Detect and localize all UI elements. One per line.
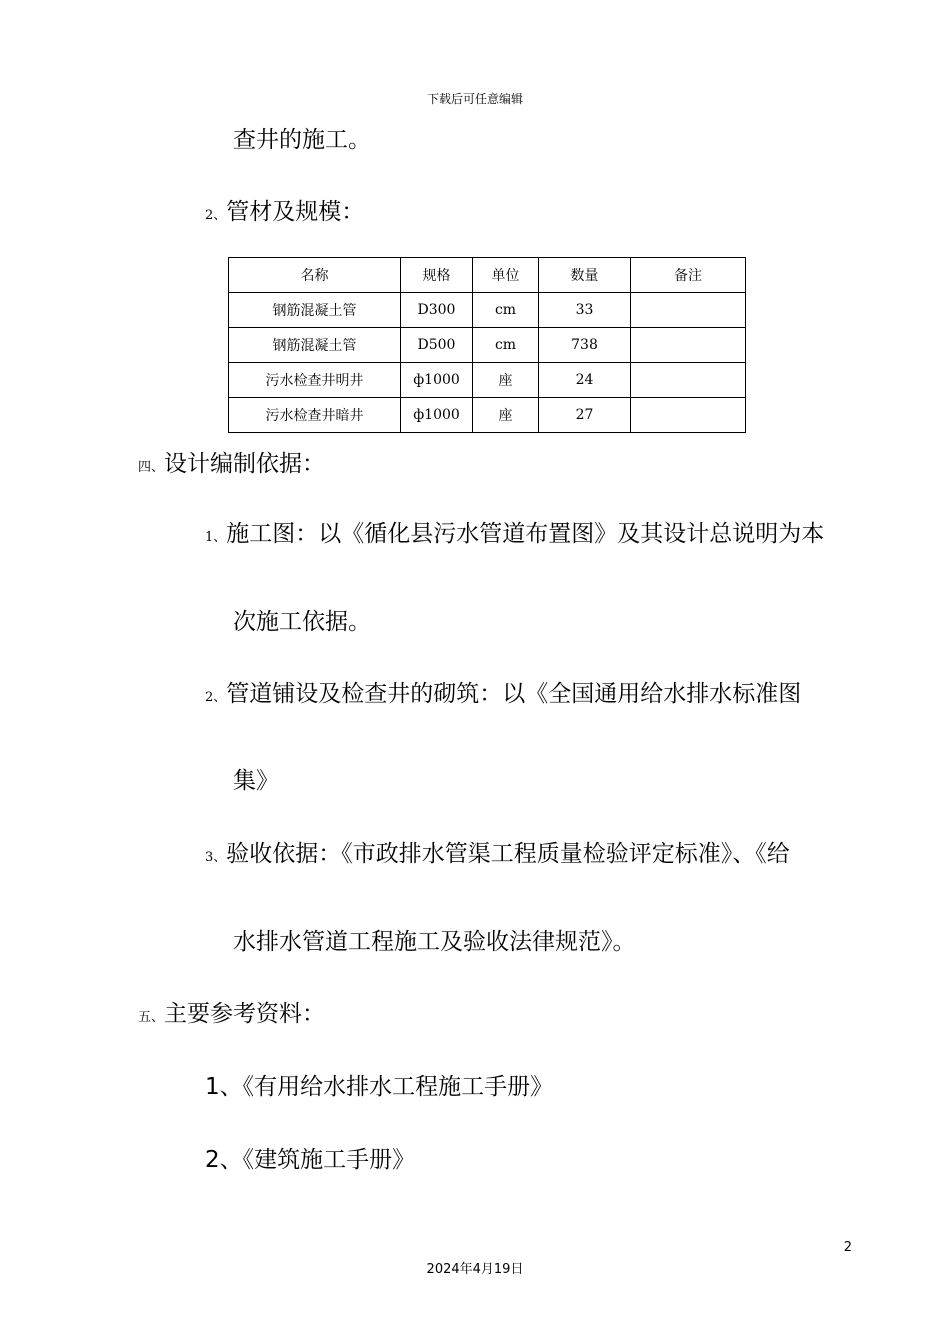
table-cell: cm <box>473 293 539 328</box>
basis-item-3 <box>205 840 790 868</box>
table-cell: 钢筋混凝土管 <box>229 293 401 328</box>
item-number: 1、 <box>205 530 227 545</box>
table-cell: 座 <box>473 398 539 433</box>
header-cell: 规格 <box>401 258 473 293</box>
table-cell: ф1000 <box>401 398 473 433</box>
table-row <box>229 293 746 328</box>
continued-line: 查井的施工。 <box>233 127 371 153</box>
section-title: 主要参考资料： <box>164 1001 326 1027</box>
table-cell: D500 <box>401 328 473 363</box>
materials-table <box>228 257 746 433</box>
table-cell: 污水检查井明井 <box>229 363 401 398</box>
table-row <box>229 398 746 433</box>
section-design-basis <box>138 450 325 478</box>
table-row <box>229 328 746 363</box>
basis-item-3-continued: 水排水管道工程施工及验收法律规范》。 <box>233 929 636 955</box>
basis-item-1 <box>205 520 824 548</box>
table-cell: 24 <box>539 363 631 398</box>
reference-item-2: 2、《建筑施工手册》 <box>205 1147 416 1173</box>
table-cell: 座 <box>473 363 539 398</box>
section-number: 四、 <box>138 460 165 475</box>
basis-item-2-continued: 集》 <box>233 768 279 794</box>
table-cell: 33 <box>539 293 631 328</box>
table-header-row <box>229 258 746 293</box>
table-cell: 污水检查井暗井 <box>229 398 401 433</box>
header-cell: 数量 <box>539 258 631 293</box>
item-number: 3、 <box>205 850 227 865</box>
table-cell: 27 <box>539 398 631 433</box>
item-text: 管材及规模： <box>226 199 365 225</box>
section-title: 设计编制依据： <box>164 451 326 477</box>
page-header: 下载后可任意编辑 <box>426 92 523 106</box>
item-text: 验收依据：《市政排水管渠工程质量检验评定标准》、《给 <box>226 841 790 867</box>
table-cell <box>631 363 746 398</box>
item-text: 施工图：以《循化县污水管道布置图》及其设计总说明为本 <box>226 521 825 547</box>
basis-item-1-continued: 次施工依据。 <box>233 609 371 635</box>
header-cell: 单位 <box>473 258 539 293</box>
header-cell: 备注 <box>631 258 746 293</box>
table-cell: 钢筋混凝土管 <box>229 328 401 363</box>
table-cell: D300 <box>401 293 473 328</box>
table-cell: ф1000 <box>401 363 473 398</box>
page-number: 2 <box>843 1240 852 1255</box>
item-text: 管道铺设及检查井的砌筑：以《全国通用给水排水标准图 <box>226 681 802 707</box>
section-number: 五、 <box>138 1010 165 1025</box>
header-cell: 名称 <box>229 258 401 293</box>
table-cell <box>631 293 746 328</box>
table-cell <box>631 328 746 363</box>
basis-item-2 <box>205 680 801 708</box>
item-number: 2、 <box>205 208 227 223</box>
table-cell: 738 <box>539 328 631 363</box>
reference-item-1: 1、《有用给水排水工程施工手册》 <box>205 1074 554 1100</box>
table-row <box>229 363 746 398</box>
page-footer-date: 2024年4月19日 <box>426 1262 524 1277</box>
table-cell <box>631 398 746 433</box>
table-cell: cm <box>473 328 539 363</box>
item-number: 2、 <box>205 690 227 705</box>
item-pipe-materials <box>205 198 364 226</box>
section-references <box>138 1000 325 1028</box>
